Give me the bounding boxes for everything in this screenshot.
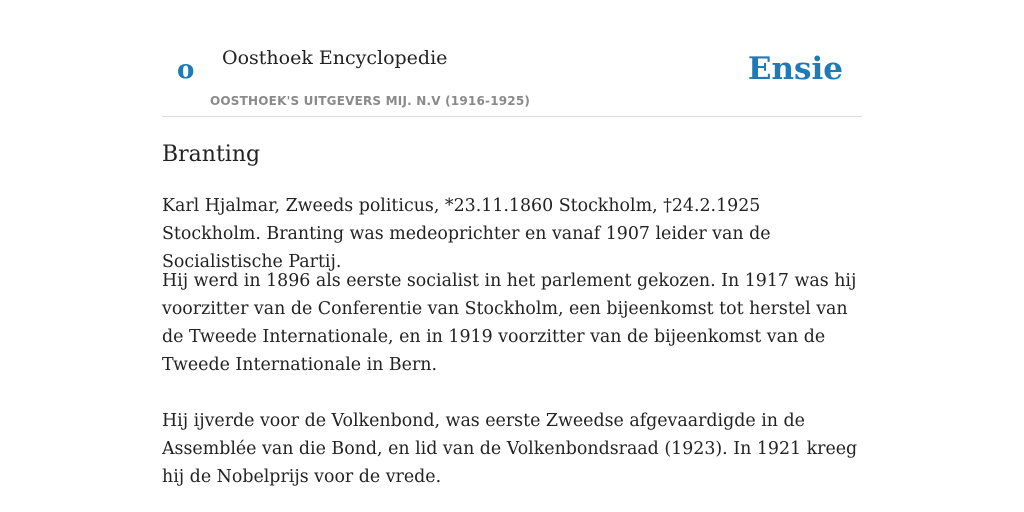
page	[162, 0, 862, 512]
article-paragraph: Hij ijverde voor de Volkenbond, was eerste Zweedse afgevaardigde in de Assemblée van die Bond, en lid van de Volkenbondsraad (1923). In 1921 kreeg hij de Nobelprijs voor de vrede.	[162, 411, 858, 487]
ensie-logo[interactable]: Ensie	[747, 51, 843, 87]
encyclopedia-logo-icon[interactable]: o	[177, 55, 195, 85]
article-title: Branting	[162, 142, 261, 167]
publication-title[interactable]: Oosthoek Encyclopedie	[222, 47, 448, 69]
article-paragraph: Karl Hjalmar, Zweeds politicus, *23.11.1860 Stockholm, †24.2.1925 Stockholm. Branting was medeoprichter en vanaf 1907 leider van de Socialistische Partij.	[162, 196, 771, 272]
publisher-subtitle: OOSTHOEK'S UITGEVERS MIJ. N.V (1916-1925)	[210, 94, 531, 108]
article-paragraph: Hij werd in 1896 als eerste socialist in het parlement gekozen. In 1917 was hij voorzitter van de Conferentie van Stockholm, een bijeenkomst tot herstel van de Tweede Internationale, en in 1919 voorzitter van de bijeenkomst van de Tweede Internationale in Bern.	[162, 271, 857, 375]
header	[162, 0, 862, 117]
